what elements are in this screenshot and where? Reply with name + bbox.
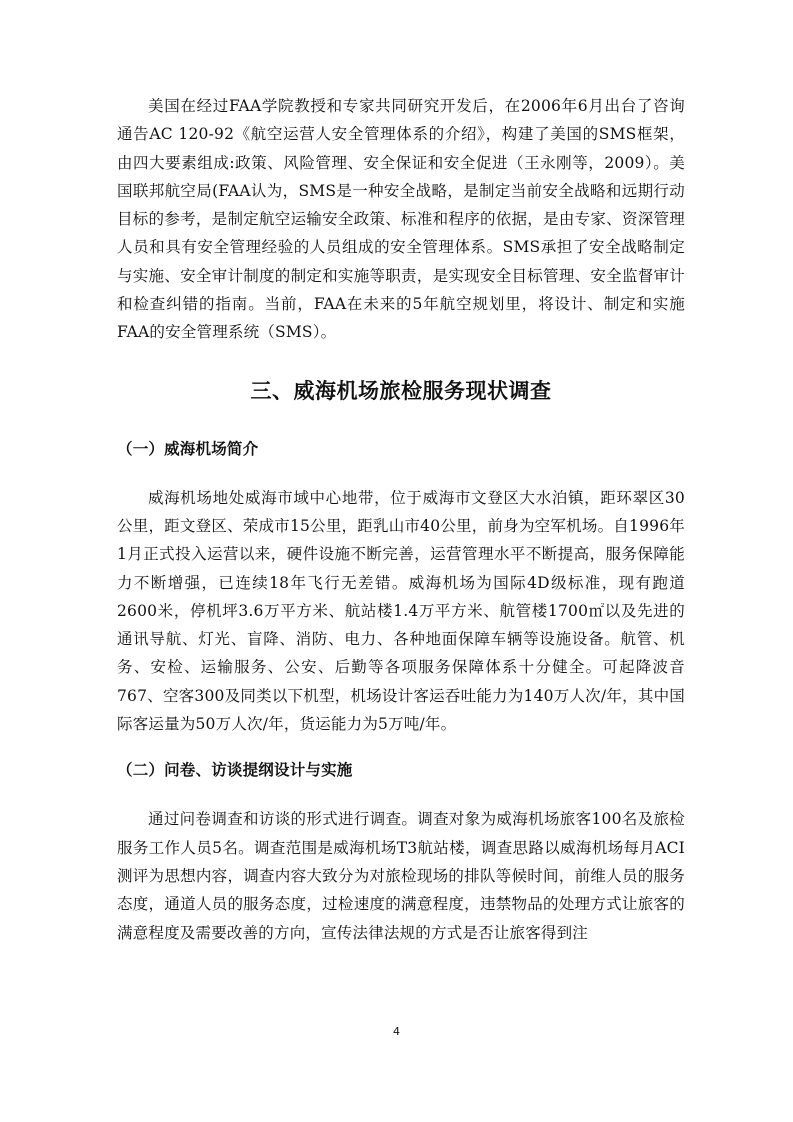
page-number: 4 bbox=[393, 1025, 400, 1038]
paragraph-sms-framework: 美国在经过FAA学院教授和专家共同研究开发后，在2006年6月出台了咨询通告AC 120-92《航空运营人安全管理体系的介绍》，构建了美国的SMS框架，由四大要素组成:政策、风险管理、安全保证和安全促进（王永刚等，2009）。美国联邦航空局(FAA认为，SMS是一种安全战略，是制定当前安全战略和远期行动目标的参考，是制定航空运输安全政策、标准和程序的依据，是由专家、资深管理人员和具有安全管理经验的人员组成的安全管理体系。SMS承担了安全战略制定与实施、安全审计制度的制定和实施等职责，是实现安全目标管理、安全监督审计和检查纠错的指南。当前，FAA在未来的5年航空规划里，将设计、制定和实施FAA的安全管理系统（SMS）。 bbox=[117, 97, 685, 342]
subsection-heading-1: （一）威海机场简介 bbox=[117, 439, 259, 458]
subsection-heading-2: （二）问卷、访谈提纲设计与实施 bbox=[117, 761, 353, 780]
paragraph-survey-design: 通过问卷调查和访谈的形式进行调查。调查对象为威海机场旅客100名及旅检服务工作人员5名。调查范围是威海机场T3航站楼，调查思路以威海机场每月ACI测评为思想内容，调查内容大致分为对旅检现场的排队等候时间，前维人员的服务态度，通道人员的服务态度，过检速度的满意程度，违禁物品的处理方式让旅客的满意程度及需要改善的方向，宣传法律法规的方式是否让旅客得到注 bbox=[117, 810, 685, 942]
paragraph-airport-intro: 威海机场地处威海市域中心地带，位于威海市文登区大水泊镇，距环翠区30公里，距文登区、荣成市15公里，距乳山市40公里，前身为空军机场。自1996年1月正式投入运营以来，硬件设施不断完善，运营管理水平不断提高，服务保障能力不断增强，已连续18年飞行无差错。威海机场为国际4D级标准，现有跑道2600米，停机坪3.6万平方米、航站楼1.4万平方米、航管楼1700㎡以及先进的通讯导航、灯光、盲降、消防、电力、各种地面保障车辆等设施设备。航管、机务、安检、运输服务、公安、后勤等各项服务保障体系十分健全。可起降波音767、空客300及同类以下机型，机场设计客运吞吐能力为140万人次/年，其中国际客运量为50万人次/年，货运能力为5万吨/年。 bbox=[117, 488, 685, 734]
document-page bbox=[117, 92, 685, 947]
section-heading-3: 三、威海机场旅检服务现状调查 bbox=[250, 378, 552, 403]
